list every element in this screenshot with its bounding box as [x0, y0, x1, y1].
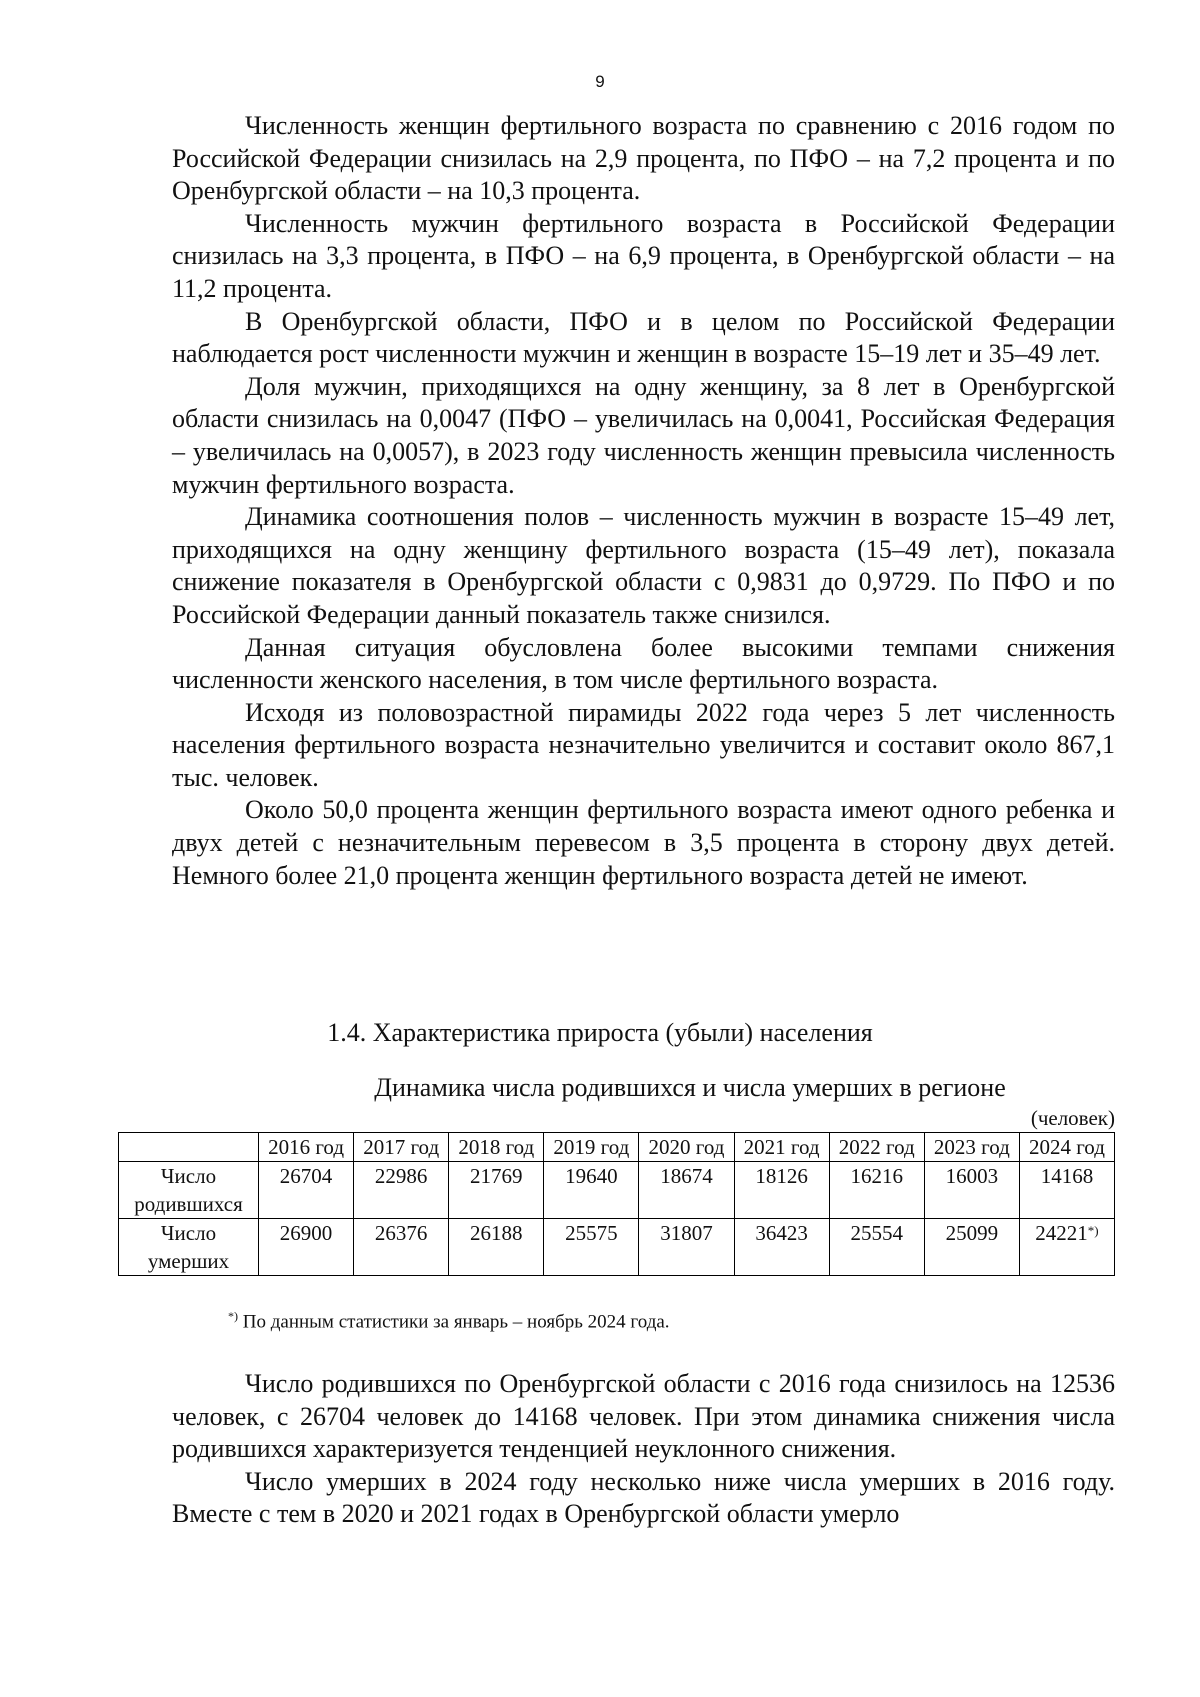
table-title: Динамика числа родившихся и числа умерших в регионе: [374, 1073, 1006, 1102]
table-cell: 26188: [449, 1219, 544, 1276]
paragraph: Число родившихся по Оренбургской области с 2016 года снизилось на 12536 человек, с 26704 человек до 14168 человек. При этом динамика снижения числа родившихся характеризуется тенденцией неуклонного снижения.: [172, 1369, 1115, 1464]
table-cell: 22986: [354, 1162, 449, 1219]
row-label: Число умерших: [119, 1219, 259, 1276]
paragraph: Численность мужчин фертильного возраста в Российской Федерации снизилась на 3,3 процента, в ПФО – на 6,9 процента, в Оренбургской области – на 11,2 процента.: [172, 208, 1115, 303]
body-text-bottom: [172, 1368, 1115, 1531]
table-header-row: [119, 1133, 1115, 1162]
year-header: 2021 год: [734, 1133, 829, 1162]
paragraph: Доля мужчин, приходящихся на одну женщину, за 8 лет в Оренбургской области снизилась на 0,0047 (ПФО – увеличилась на 0,0041, Российская Федерация – увеличилась на 0,0057), в 2023 году численность женщин превысила численность мужчин фертильного возраста.: [172, 371, 1115, 499]
cell-value: 24221: [1035, 1221, 1088, 1245]
table-cell: 16003: [924, 1162, 1019, 1219]
table-cell: 26900: [259, 1219, 354, 1276]
section-heading: 1.4. Характеристика прироста (убыли) населения: [327, 1018, 873, 1047]
table-cell: 18674: [639, 1162, 734, 1219]
table-cell: 36423: [734, 1219, 829, 1276]
births-deaths-table: [118, 1132, 1115, 1276]
table-cell: 14168: [1019, 1162, 1114, 1219]
table-cell: 26704: [259, 1162, 354, 1219]
table-unit: (человек): [1030, 1106, 1115, 1130]
table-corner-cell: [119, 1133, 259, 1162]
year-header: 2018 год: [449, 1133, 544, 1162]
table-cell: 19640: [544, 1162, 639, 1219]
paragraph: Исходя из половозрастной пирамиды 2022 года через 5 лет численность населения фертильного возраста незначительно увеличится и составит около 867,1 тыс. человек.: [172, 697, 1115, 792]
table-cell: 25575: [544, 1219, 639, 1276]
table-cell: 26376: [354, 1219, 449, 1276]
paragraph: Около 50,0 процента женщин фертильного возраста имеют одного ребенка и двух детей с незначительным перевесом в 3,5 процента в сторону двух детей. Немного более 21,0 процента женщин фертильного возраста детей не имеют.: [172, 795, 1115, 890]
year-header: 2017 год: [354, 1133, 449, 1162]
table-row: [119, 1162, 1115, 1219]
body-text-top: [172, 110, 1115, 892]
table-cell: 21769: [449, 1162, 544, 1219]
table-cell: 16216: [829, 1162, 924, 1219]
paragraph: В Оренбургской области, ПФО и в целом по Российской Федерации наблюдается рост численности мужчин и женщин в возрасте 15–19 лет и 35–49 лет.: [172, 306, 1115, 369]
paragraph: Динамика соотношения полов – численность мужчин в возрасте 15–49 лет, приходящихся на одну женщину фертильного возраста (15–49 лет), показала снижение показателя в Оренбургской области с 0,9831 до 0,9729. По ПФО и по Российской Федерации данный показатель также снизился.: [172, 502, 1115, 629]
table-footnote: [228, 1309, 670, 1333]
paragraph: Данная ситуация обусловлена более высокими темпами снижения численности женского населения, в том числе фертильного возраста.: [172, 632, 1115, 695]
footnote-marker: *): [228, 1309, 238, 1323]
year-header: 2023 год: [924, 1133, 1019, 1162]
paragraph: Численность женщин фертильного возраста по сравнению с 2016 годом по Российской Федерации снизилась на 2,9 процента, по ПФО – на 7,2 процента и по Оренбургской области – на 10,3 процента.: [172, 111, 1115, 206]
table-cell: 25554: [829, 1219, 924, 1276]
year-header: 2024 год: [1019, 1133, 1114, 1162]
table-row: [119, 1219, 1115, 1276]
table-cell: 18126: [734, 1162, 829, 1219]
footnote-text: По данным статистики за январь – ноябрь 2024 года.: [242, 1311, 670, 1333]
table-cell-footnoted: [1019, 1219, 1114, 1276]
table-cell: 31807: [639, 1219, 734, 1276]
page-number: 9: [595, 72, 605, 91]
row-label: Число родившихся: [119, 1162, 259, 1219]
table-cell: 25099: [924, 1219, 1019, 1276]
year-header: 2020 год: [639, 1133, 734, 1162]
paragraph: Число умерших в 2024 году несколько ниже числа умерших в 2016 году. Вместе с тем в 2020 и 2021 годах в Оренбургской области умерло: [172, 1466, 1115, 1529]
year-header: 2019 год: [544, 1133, 639, 1162]
year-header: 2016 год: [259, 1133, 354, 1162]
footnote-marker: *): [1087, 1223, 1099, 1238]
year-header: 2022 год: [829, 1133, 924, 1162]
